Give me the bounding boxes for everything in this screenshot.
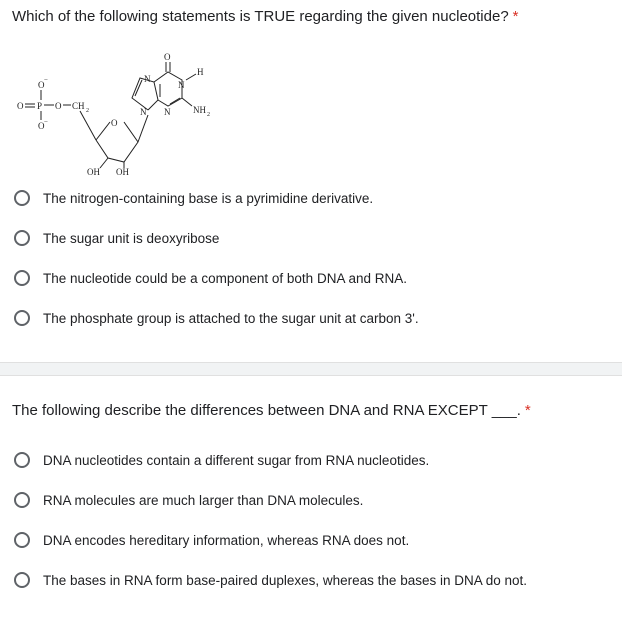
q2-option-3[interactable] [14, 529, 409, 551]
atom-n3: N [164, 107, 171, 117]
atom-n9: N [140, 107, 147, 117]
radio-button[interactable] [14, 270, 30, 286]
nucleotide-structure-image [0, 40, 260, 180]
atom-p: P [37, 101, 43, 111]
atom-oh-left: OH [87, 167, 100, 177]
radio-button[interactable] [14, 230, 30, 246]
question-1-title [12, 8, 519, 25]
atom-ch2-sub: 2 [86, 108, 89, 114]
question-2-text: The following describe the differences between DNA and RNA EXCEPT ___. [12, 402, 521, 419]
atom-oh-right: OH [116, 167, 129, 177]
option-label: DNA encodes hereditary information, whereas RNA does not. [43, 532, 410, 548]
atom-ch2: CH [72, 101, 85, 111]
required-asterisk: * [524, 402, 531, 419]
question-card-2 [0, 376, 622, 618]
atom-o-carbonyl: O [164, 52, 171, 62]
q1-option-2[interactable] [14, 227, 219, 249]
atom-o-double: O [17, 101, 24, 111]
radio-button[interactable] [14, 190, 30, 206]
question-2-title [12, 402, 531, 419]
q1-option-3[interactable] [14, 267, 407, 289]
required-asterisk: * [512, 8, 519, 25]
atom-o-link: O [55, 101, 62, 111]
atom-n7: N [144, 74, 151, 84]
atom-nh2: NH [193, 105, 206, 115]
atom-o-bottom: O [38, 121, 45, 131]
radio-button[interactable] [14, 310, 30, 326]
atom-nh2-sub: 2 [207, 112, 210, 118]
option-label: The nucleotide could be a component of both DNA and RNA. [43, 270, 407, 286]
option-label: The nitrogen-containing base is a pyrimidine derivative. [43, 190, 374, 206]
option-label: The bases in RNA form base-paired duplexes, whereas the bases in DNA do not. [43, 572, 528, 588]
option-label: DNA nucleotides contain a different sugar from RNA nucleotides. [43, 452, 430, 468]
radio-button[interactable] [14, 492, 30, 508]
q2-option-4[interactable] [14, 569, 527, 591]
section-divider [0, 362, 622, 376]
radio-button[interactable] [14, 452, 30, 468]
option-label: The sugar unit is deoxyribose [43, 230, 220, 246]
atom-n1: N [178, 80, 185, 90]
radio-button[interactable] [14, 532, 30, 548]
option-label: The phosphate group is attached to the sugar unit at carbon 3'. [43, 310, 419, 326]
q2-option-1[interactable] [14, 449, 429, 471]
atom-o-top-charge: − [44, 76, 48, 84]
atom-o-ring: O [111, 118, 118, 128]
radio-button[interactable] [14, 572, 30, 588]
q1-option-1[interactable] [14, 187, 373, 209]
q2-option-2[interactable] [14, 489, 363, 511]
atom-o-top: O [38, 80, 45, 90]
atom-h: H [197, 67, 204, 77]
q1-option-4[interactable] [14, 307, 419, 329]
option-label: RNA molecules are much larger than DNA molecules. [43, 492, 364, 508]
atom-o-bottom-charge: − [44, 118, 48, 126]
question-1-text: Which of the following statements is TRUE regarding the given nucleotide? [12, 8, 509, 25]
